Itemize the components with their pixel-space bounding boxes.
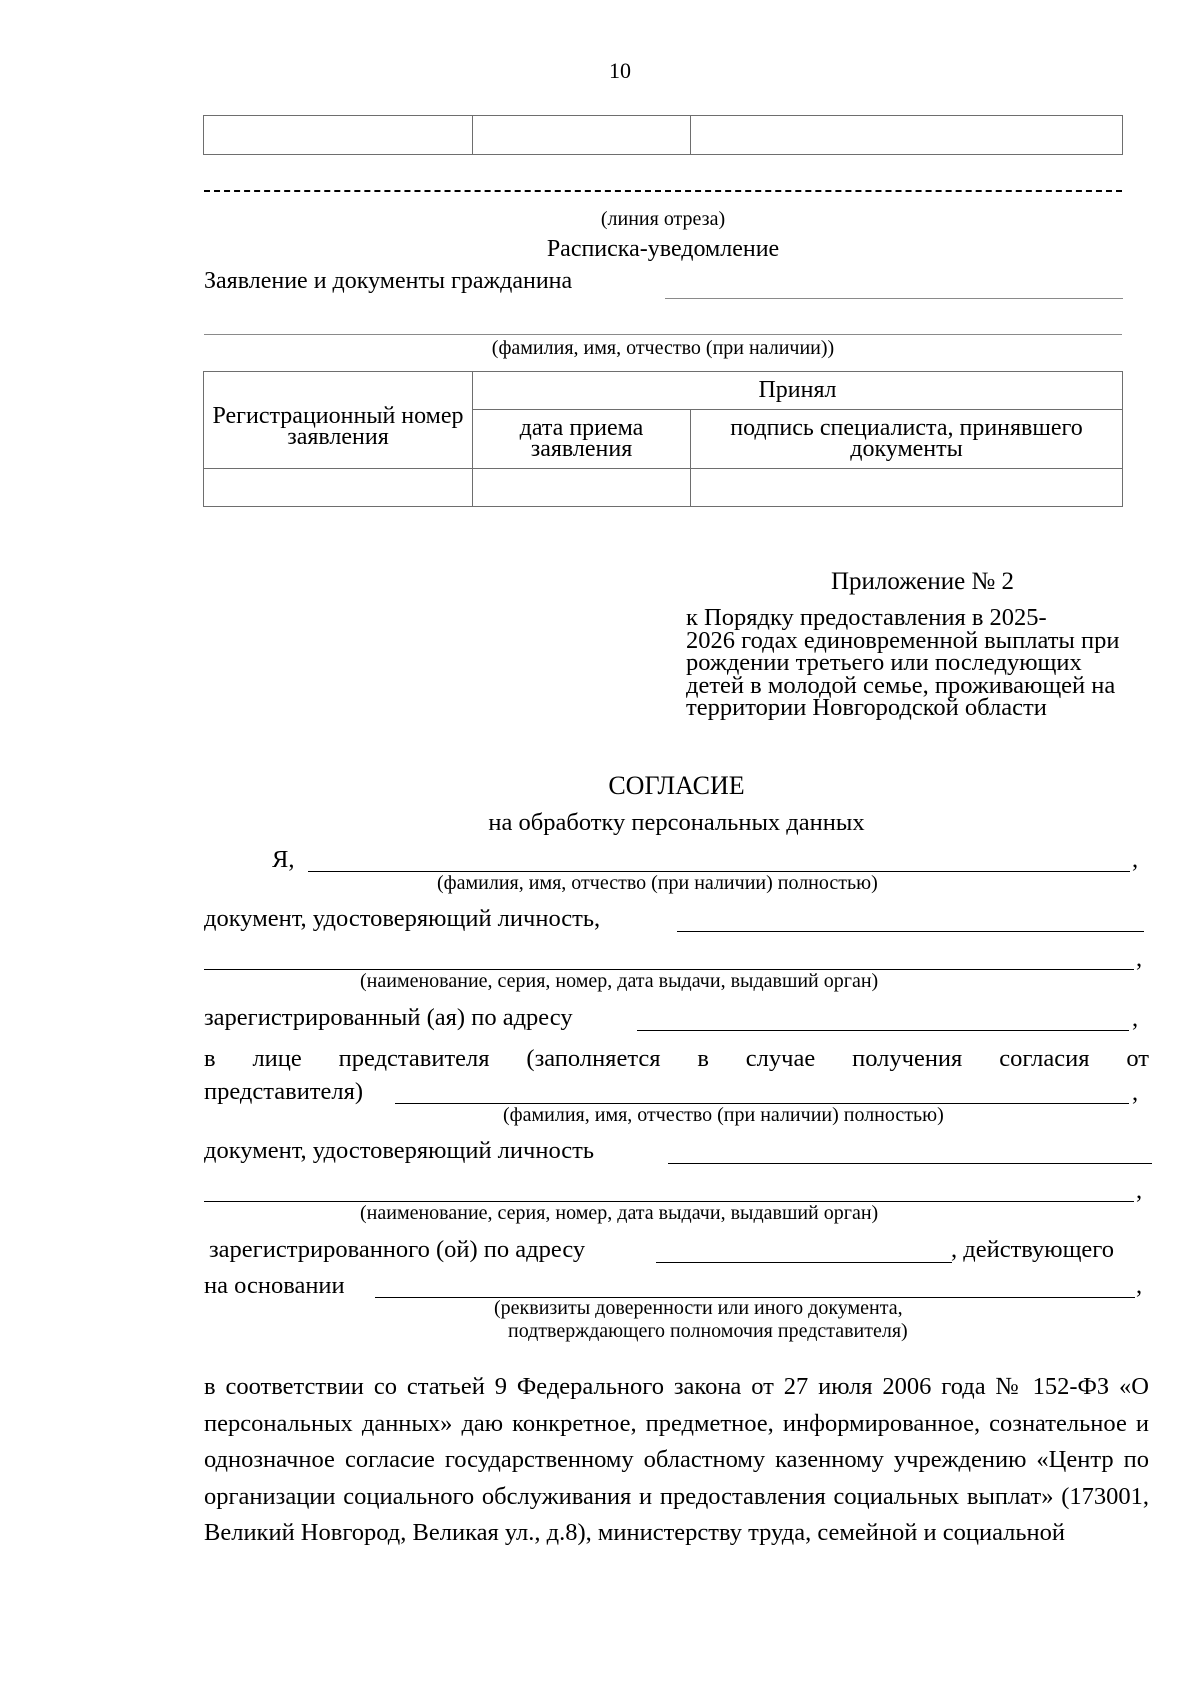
table-row: [204, 116, 1123, 155]
table-row: [204, 372, 1123, 410]
comma: ,: [1136, 945, 1143, 972]
representative-label: представителя): [204, 1078, 364, 1105]
id-doc-caption: (наименование, серия, номер, дата выдачи, выдавший орган): [360, 970, 879, 992]
reg-number-header: [204, 372, 473, 469]
table-cell: [691, 116, 1123, 155]
cut-line: [204, 190, 1122, 192]
receipt-table: [203, 371, 1123, 507]
basis-label: на основании: [204, 1272, 345, 1299]
applicant-prefix: Заявление и документы гражданина: [204, 268, 573, 294]
rep-id-doc-field[interactable]: [668, 1163, 1152, 1164]
page-number: 10: [609, 58, 631, 83]
table-cell: [473, 116, 691, 155]
acting-label: , действующего: [951, 1236, 1114, 1263]
consent-body: в соответствии со статьей 9 Федерального закона от 27 июля 2006 года № 152-ФЗ «О персональных данных» даю конкретное, предметное, информированное, сознательное и однозначное согласие государственному областному казенному учреждению «Центр по организации социального обслуживания и предоставления социальных выплат» (173001, Великий Новгород, Великая ул., д.8), министерству труда, семейной и социальной: [204, 1373, 1149, 1547]
registered-label: зарегистрированный (ая) по адресу: [204, 1004, 573, 1031]
reg-number-header-text: Регистрационный номер заявления: [212, 402, 464, 450]
registered-address-field[interactable]: [637, 1030, 1129, 1031]
i-label: Я,: [272, 846, 295, 873]
rep-registered-label: зарегистрированного (ой) по адресу: [209, 1236, 586, 1263]
appendix-line: рождении третьего или последующих: [686, 649, 1082, 676]
rep-id-doc-caption: (наименование, серия, номер, дата выдачи, выдавший орган): [360, 1202, 879, 1224]
comma: ,: [1132, 846, 1139, 873]
comma: ,: [1136, 1177, 1143, 1204]
table-cell: [691, 468, 1123, 506]
applicant-name-line: [665, 298, 1123, 299]
basis-caption: (реквизиты доверенности или иного документа,: [494, 1297, 903, 1319]
appendix-text: [686, 604, 1120, 721]
comma: ,: [1132, 1079, 1139, 1106]
signature-header: [691, 410, 1123, 468]
table-row: [204, 468, 1123, 506]
table-cell: [473, 468, 691, 506]
id-doc-label: документ, удостоверяющий личность,: [204, 905, 601, 932]
appendix-line: территории Новгородской области: [686, 694, 1047, 721]
date-header-text: дата приема заявления: [519, 414, 644, 462]
name-caption: (фамилия, имя, отчество (при наличии)): [491, 337, 835, 359]
cut-line-label: (линия отреза): [600, 208, 726, 230]
basis-caption: подтверждающего полномочия представителя): [508, 1320, 908, 1342]
date-header: [473, 410, 691, 468]
applicant-name-line-2: [204, 334, 1122, 335]
signature-header-text: подпись специалиста, принявшего документы: [730, 414, 1083, 462]
appendix-title: Приложение № 2: [831, 568, 1015, 595]
rep-id-doc-label: документ, удостоверяющий личность: [204, 1137, 595, 1164]
representative-text: в лице представителя (заполняется в случае получения согласия от: [204, 1045, 1149, 1072]
accepted-header: [473, 372, 1123, 410]
top-table: [203, 115, 1123, 155]
fio-full-caption: (фамилия, имя, отчество (при наличии) полностью): [437, 872, 878, 894]
consent-subtitle: на обработку персональных данных: [488, 809, 865, 836]
receipt-title: Расписка-уведомление: [546, 236, 780, 262]
appendix-line: детей в молодой семье, проживающей на: [686, 671, 1116, 699]
accepted-header-text: Принял: [758, 377, 837, 404]
table-cell: [204, 468, 473, 506]
comma: ,: [1132, 1005, 1139, 1032]
appendix-line: к Порядку предоставления в 2025-: [686, 604, 1047, 631]
rep-fio-caption: (фамилия, имя, отчество (при наличии) полностью): [503, 1104, 944, 1126]
appendix-line: 2026 годах единовременной выплаты при: [686, 626, 1120, 654]
table-cell: [204, 116, 473, 155]
comma: ,: [1136, 1272, 1143, 1299]
consent-title: СОГЛАСИЕ: [608, 771, 745, 800]
id-doc-field[interactable]: [677, 931, 1144, 932]
rep-registered-address-field[interactable]: [656, 1262, 952, 1263]
